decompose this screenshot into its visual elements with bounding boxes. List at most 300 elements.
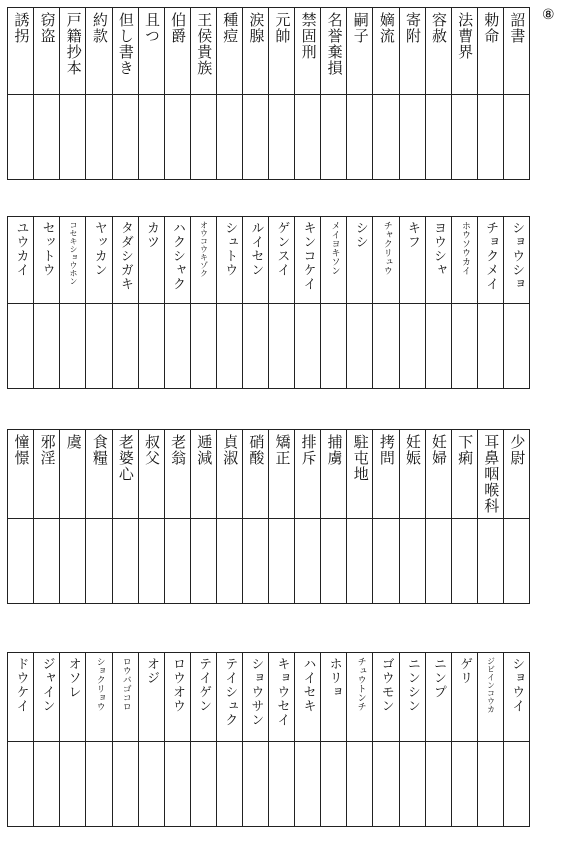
question-cell: [8, 653, 33, 826]
question-text: 硝酸: [247, 434, 266, 466]
question-text-box: [243, 430, 268, 519]
answer-box[interactable]: [243, 95, 268, 179]
question-cell: [138, 653, 164, 826]
question-cell: [294, 217, 320, 388]
question-text-box: [373, 653, 398, 742]
answer-box[interactable]: [60, 95, 85, 179]
question-text: ショウイ: [509, 657, 525, 713]
question-cell: [59, 430, 85, 603]
answer-box[interactable]: [86, 742, 111, 826]
question-text-box: [34, 430, 59, 519]
answer-box[interactable]: [295, 95, 320, 179]
answer-box[interactable]: [34, 519, 59, 603]
question-text: 詔書: [508, 12, 527, 44]
question-cell: [164, 653, 190, 826]
answer-box[interactable]: [347, 304, 372, 388]
question-text: 妊婦: [430, 434, 449, 466]
question-text-box: [86, 430, 111, 519]
question-text: タダシガキ: [117, 221, 133, 291]
answer-box[interactable]: [321, 95, 346, 179]
answer-box[interactable]: [426, 519, 451, 603]
question-text-box: [295, 653, 320, 742]
question-text-box: [165, 217, 190, 304]
answer-box[interactable]: [243, 304, 268, 388]
question-text-box: [191, 8, 216, 95]
question-cell: [372, 8, 398, 179]
answer-box[interactable]: [400, 742, 425, 826]
question-text: 王侯貴族: [195, 12, 214, 76]
question-text: 虞: [64, 434, 83, 450]
question-text: テイシュク: [222, 657, 238, 727]
answer-box[interactable]: [60, 742, 85, 826]
question-cell: [268, 217, 294, 388]
answer-box[interactable]: [165, 304, 190, 388]
question-cell: [242, 430, 268, 603]
question-cell: [477, 217, 503, 388]
question-cell: [399, 8, 425, 179]
question-text: 妊娠: [403, 434, 422, 466]
question-text-box: [217, 217, 242, 304]
question-text-box: [269, 430, 294, 519]
question-cell: [451, 430, 477, 603]
question-text-box: [60, 653, 85, 742]
answer-box[interactable]: [452, 519, 477, 603]
answer-box[interactable]: [347, 95, 372, 179]
question-text-box: [504, 217, 529, 304]
answer-box[interactable]: [504, 95, 529, 179]
answer-box[interactable]: [86, 304, 111, 388]
question-cell: [164, 8, 190, 179]
question-text: ヤッカン: [91, 221, 107, 277]
question-text-box: [400, 8, 425, 95]
answer-box[interactable]: [504, 304, 529, 388]
question-text-box: [139, 217, 164, 304]
answer-box[interactable]: [452, 742, 477, 826]
question-text-box: [34, 217, 59, 304]
question-cell: [216, 653, 242, 826]
question-text: 老翁: [169, 434, 188, 466]
question-cell: [425, 653, 451, 826]
question-text: キフ: [404, 221, 420, 249]
answer-box[interactable]: [191, 95, 216, 179]
question-text: ロウオウ: [170, 657, 186, 713]
question-cell: [112, 653, 138, 826]
answer-box[interactable]: [347, 742, 372, 826]
question-text-box: [452, 653, 477, 742]
question-text-box: [191, 653, 216, 742]
question-text-box: [347, 430, 372, 519]
question-text-box: [191, 217, 216, 304]
answer-box[interactable]: [400, 95, 425, 179]
question-text: オウコウキゾク: [199, 221, 209, 277]
question-text: ゲリ: [457, 657, 473, 685]
answer-box[interactable]: [269, 304, 294, 388]
question-cell: [8, 430, 33, 603]
question-text-box: [504, 8, 529, 95]
question-text: ニンプ: [430, 657, 446, 699]
answer-box[interactable]: [34, 95, 59, 179]
answer-box[interactable]: [217, 95, 242, 179]
answer-box[interactable]: [8, 742, 33, 826]
question-text: ニンシン: [404, 657, 420, 713]
answer-box[interactable]: [478, 742, 503, 826]
question-cell: [8, 8, 33, 179]
question-text: 拷問: [377, 434, 396, 466]
question-text: 憧憬: [12, 434, 31, 466]
kana-grid-4: [7, 652, 530, 827]
question-text-box: [426, 653, 451, 742]
question-cell: [85, 430, 111, 603]
answer-box[interactable]: [217, 519, 242, 603]
question-text: ドウケイ: [13, 657, 29, 713]
question-cell: [372, 430, 398, 603]
question-cell: [216, 430, 242, 603]
question-text-box: [321, 653, 346, 742]
question-text-box: [217, 653, 242, 742]
question-text-box: [165, 430, 190, 519]
question-cell: [164, 430, 190, 603]
question-text: 捕虜: [325, 434, 344, 466]
answer-box[interactable]: [139, 519, 164, 603]
question-text: ゲンスイ: [274, 221, 290, 277]
question-text: 容赦: [430, 12, 449, 44]
question-cell: [268, 430, 294, 603]
question-cell: [8, 217, 33, 388]
question-cell: [399, 653, 425, 826]
question-text-box: [478, 8, 503, 95]
question-text: キョウセイ: [274, 657, 290, 727]
question-text-box: [60, 217, 85, 304]
answer-box[interactable]: [504, 742, 529, 826]
answer-box[interactable]: [139, 304, 164, 388]
question-cell: [138, 217, 164, 388]
answer-box[interactable]: [269, 519, 294, 603]
question-text: ロウバゴコロ: [120, 657, 131, 711]
question-text-box: [426, 8, 451, 95]
question-text-box: [426, 430, 451, 519]
answer-box[interactable]: [8, 304, 33, 388]
question-cell: [268, 653, 294, 826]
answer-box[interactable]: [295, 742, 320, 826]
answer-box[interactable]: [373, 304, 398, 388]
question-text-box: [113, 8, 138, 95]
question-text-box: [295, 217, 320, 304]
question-text: ショクリョウ: [94, 657, 105, 711]
question-text: 叔父: [143, 434, 162, 466]
question-cell: [346, 8, 372, 179]
question-text-box: [60, 430, 85, 519]
question-text-box: [217, 8, 242, 95]
answer-box[interactable]: [452, 95, 477, 179]
question-text: ヨウシャ: [430, 221, 446, 277]
question-text-box: [400, 217, 425, 304]
question-text-box: [478, 430, 503, 519]
answer-box[interactable]: [165, 519, 190, 603]
answer-box[interactable]: [165, 95, 190, 179]
answer-box[interactable]: [295, 304, 320, 388]
answer-box[interactable]: [8, 95, 33, 179]
answer-box[interactable]: [269, 95, 294, 179]
question-text-box: [113, 430, 138, 519]
question-text: 食糧: [90, 434, 109, 466]
question-text: ハクシャク: [170, 221, 186, 291]
question-cell: [294, 653, 320, 826]
question-text: チュウトンチ: [355, 657, 366, 711]
question-text-box: [139, 8, 164, 95]
question-cell: [85, 8, 111, 179]
question-text-box: [400, 653, 425, 742]
question-cell: [164, 217, 190, 388]
page-number: ⑧: [542, 7, 555, 23]
question-text-box: [139, 653, 164, 742]
question-text-box: [478, 653, 503, 742]
question-text: 涙腺: [247, 12, 266, 44]
answer-box[interactable]: [321, 742, 346, 826]
question-text: ゴウモン: [378, 657, 394, 713]
answer-box[interactable]: [217, 742, 242, 826]
question-text-box: [373, 217, 398, 304]
question-text-box: [452, 8, 477, 95]
answer-box[interactable]: [321, 519, 346, 603]
question-text: セットウ: [39, 221, 55, 277]
answer-box[interactable]: [478, 519, 503, 603]
question-text: 邪淫: [38, 434, 57, 466]
question-text: 少尉: [508, 434, 527, 466]
question-text: 勅命: [482, 12, 501, 44]
question-cell: [399, 217, 425, 388]
question-cell: [112, 217, 138, 388]
question-cell: [477, 430, 503, 603]
question-text: 且つ: [143, 12, 162, 44]
question-text-box: [8, 653, 33, 742]
question-text-box: [347, 217, 372, 304]
question-text: 種痘: [221, 12, 240, 44]
answer-box[interactable]: [60, 304, 85, 388]
question-cell: [59, 217, 85, 388]
question-text: ジャイン: [39, 657, 55, 713]
question-text-box: [191, 430, 216, 519]
question-text: 貞淑: [221, 434, 240, 466]
answer-box[interactable]: [373, 742, 398, 826]
question-text-box: [269, 8, 294, 95]
answer-box[interactable]: [478, 304, 503, 388]
question-text: ホウソウカイ: [459, 221, 470, 275]
question-cell: [59, 8, 85, 179]
question-text: ハイセキ: [300, 657, 316, 713]
question-text-box: [400, 430, 425, 519]
question-text: チャクリュウ: [381, 221, 392, 275]
question-cell: [190, 217, 216, 388]
question-cell: [399, 430, 425, 603]
question-cell: [242, 653, 268, 826]
answer-box[interactable]: [426, 304, 451, 388]
answer-box[interactable]: [426, 95, 451, 179]
question-text: 法曹界: [456, 12, 475, 60]
question-cell: [346, 217, 372, 388]
question-text: 排斥: [299, 434, 318, 466]
answer-box[interactable]: [86, 519, 111, 603]
question-text-box: [86, 8, 111, 95]
question-text: テイゲン: [196, 657, 212, 713]
question-cell: [190, 8, 216, 179]
question-cell: [477, 653, 503, 826]
kanji-grid-3: [7, 429, 530, 604]
question-text-box: [60, 8, 85, 95]
answer-box[interactable]: [113, 95, 138, 179]
question-text-box: [139, 430, 164, 519]
question-cell: [451, 217, 477, 388]
question-cell: [451, 8, 477, 179]
question-cell: [320, 8, 346, 179]
question-text-box: [426, 217, 451, 304]
question-cell: [425, 430, 451, 603]
answer-box[interactable]: [347, 519, 372, 603]
question-cell: [190, 430, 216, 603]
question-cell: [190, 653, 216, 826]
answer-box[interactable]: [60, 519, 85, 603]
question-cell: [112, 430, 138, 603]
answer-box[interactable]: [86, 95, 111, 179]
question-text: 駐屯地: [351, 434, 370, 482]
question-text-box: [347, 8, 372, 95]
answer-box[interactable]: [400, 304, 425, 388]
question-text-box: [243, 8, 268, 95]
question-cell: [112, 8, 138, 179]
question-cell: [503, 8, 529, 179]
question-cell: [138, 8, 164, 179]
answer-box[interactable]: [452, 304, 477, 388]
question-text-box: [165, 8, 190, 95]
question-cell: [372, 653, 398, 826]
answer-box[interactable]: [139, 742, 164, 826]
answer-box[interactable]: [217, 304, 242, 388]
answer-box[interactable]: [269, 742, 294, 826]
question-text-box: [504, 430, 529, 519]
question-text: 禁固刑: [299, 12, 318, 60]
question-text-box: [86, 217, 111, 304]
question-cell: [242, 8, 268, 179]
answer-box[interactable]: [295, 519, 320, 603]
question-text-box: [165, 653, 190, 742]
answer-box[interactable]: [321, 304, 346, 388]
question-text: オジ: [143, 657, 159, 685]
question-text: ルイセン: [248, 221, 264, 277]
question-text: 寄附: [403, 12, 422, 44]
kana-grid-2: [7, 216, 530, 389]
question-text: メイヨキソン: [329, 221, 340, 275]
answer-box[interactable]: [504, 519, 529, 603]
question-cell: [138, 430, 164, 603]
question-text: 窃盗: [38, 12, 57, 44]
answer-box[interactable]: [139, 95, 164, 179]
question-cell: [320, 430, 346, 603]
question-text: オソレ: [65, 657, 81, 699]
question-cell: [346, 653, 372, 826]
question-cell: [346, 430, 372, 603]
question-text: シュトウ: [222, 221, 238, 277]
question-cell: [242, 217, 268, 388]
answer-box[interactable]: [243, 742, 268, 826]
question-text: 約款: [90, 12, 109, 44]
question-text-box: [8, 217, 33, 304]
answer-box[interactable]: [34, 742, 59, 826]
question-text: 伯爵: [169, 12, 188, 44]
question-cell: [320, 653, 346, 826]
question-text-box: [113, 217, 138, 304]
question-text: 誘拐: [12, 12, 31, 44]
question-text: 下痢: [456, 434, 475, 466]
answer-box[interactable]: [165, 742, 190, 826]
answer-box[interactable]: [34, 304, 59, 388]
question-text: 名誉棄損: [325, 12, 344, 76]
question-text: 耳鼻咽喉科: [482, 434, 501, 514]
question-text: カツ: [143, 221, 159, 249]
question-text: 嗣子: [351, 12, 370, 44]
question-text: コセキショウホン: [69, 221, 79, 285]
answer-box[interactable]: [113, 519, 138, 603]
answer-box[interactable]: [373, 519, 398, 603]
question-text-box: [34, 8, 59, 95]
question-text-box: [269, 217, 294, 304]
question-text-box: [243, 653, 268, 742]
answer-box[interactable]: [426, 742, 451, 826]
question-text: チョクメイ: [483, 221, 499, 291]
question-text-box: [8, 430, 33, 519]
question-text: 元帥: [273, 12, 292, 44]
answer-box[interactable]: [8, 519, 33, 603]
question-text-box: [321, 217, 346, 304]
answer-box[interactable]: [191, 519, 216, 603]
answer-box[interactable]: [113, 304, 138, 388]
question-cell: [372, 217, 398, 388]
question-cell: [320, 217, 346, 388]
question-text: ショウショ: [509, 221, 525, 291]
question-text: ショウサン: [248, 657, 264, 727]
question-text: シシ: [352, 221, 368, 249]
question-text-box: [243, 217, 268, 304]
question-text: 老婆心: [116, 434, 135, 482]
question-cell: [425, 8, 451, 179]
question-cell: [294, 8, 320, 179]
question-cell: [294, 430, 320, 603]
question-cell: [85, 217, 111, 388]
question-text: 嫡流: [377, 12, 396, 44]
question-text-box: [321, 430, 346, 519]
question-cell: [503, 653, 529, 826]
question-text: 戸籍抄本: [64, 12, 83, 76]
question-cell: [477, 8, 503, 179]
answer-box[interactable]: [191, 742, 216, 826]
question-cell: [59, 653, 85, 826]
answer-box[interactable]: [243, 519, 268, 603]
question-text: 逓減: [195, 434, 214, 466]
question-text-box: [478, 217, 503, 304]
question-cell: [425, 217, 451, 388]
question-text-box: [217, 430, 242, 519]
question-cell: [33, 8, 59, 179]
answer-box[interactable]: [478, 95, 503, 179]
question-text-box: [269, 653, 294, 742]
question-text-box: [321, 8, 346, 95]
question-text-box: [113, 653, 138, 742]
answer-box[interactable]: [400, 519, 425, 603]
question-text-box: [452, 217, 477, 304]
answer-box[interactable]: [373, 95, 398, 179]
answer-box[interactable]: [113, 742, 138, 826]
question-text-box: [86, 653, 111, 742]
answer-box[interactable]: [191, 304, 216, 388]
question-cell: [216, 8, 242, 179]
